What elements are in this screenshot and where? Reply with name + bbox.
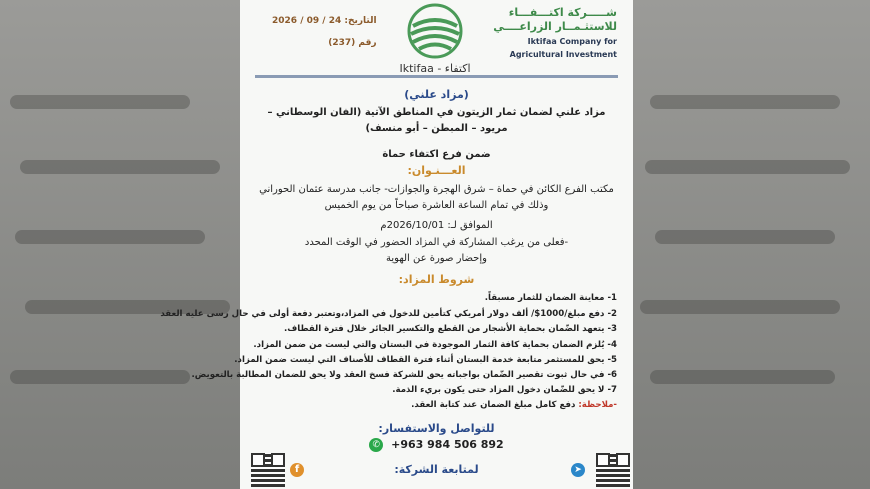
call-line-1: -فعلى من يرغب المشاركة في المزاد الحضور في الوقت المحدد [304, 237, 569, 248]
blurred-background-left [0, 0, 240, 489]
auction-title: (مزاد علني) [404, 88, 469, 101]
phone-number[interactable]: +963 984 506 892 [391, 438, 504, 451]
date-ref-block [272, 16, 377, 60]
address-heading: العـــنـوان: [407, 164, 466, 177]
qr-code-left [251, 453, 285, 487]
address-line-1: مكتب الفرع الكائن في حماة – شرق الهجرة والجوازات- جانب مدرسة عثمان الحوراني [259, 184, 614, 195]
blur-bar [10, 95, 190, 109]
logo-text: Iktifaa - اكتفاء [399, 62, 471, 75]
company-name-ar-line1: شـــــركة اكتـــفـــاء [508, 6, 617, 19]
branch-line: ضمن فرع اكتفاء حماة [382, 149, 491, 160]
note-text: دفع كامل مبلغ الضمان عند كتابة العقد. [411, 400, 576, 410]
note-label: -ملاحظة: [578, 400, 617, 410]
whatsapp-icon[interactable]: ✆ [369, 438, 383, 452]
condition-item: 5- يحق للمستثمر متابعة خدمة البستان أثناء فترة القطاف للأصناف التي ليست ضمن المزاد. [234, 355, 617, 365]
blur-bar [20, 160, 220, 174]
blur-bar [650, 370, 835, 384]
follow-heading: لمتابعة الشركة: [394, 463, 479, 476]
company-logo [390, 4, 480, 75]
condition-item: 3- يتعهد الضّمان بحماية الأشجار من القطع والتكسير الجائر خلال فترة القطاف. [283, 324, 617, 334]
company-name-en-line2: Agricultural Investment [509, 50, 617, 59]
condition-item: 4- يُلزم الضمان بحماية كافة الثمار الموجودة في البستان والتي ليست من ضمن المزاد. [253, 340, 617, 350]
conditions-heading: شروط المزاد: [398, 273, 475, 286]
blur-bar [655, 230, 835, 244]
header-divider [255, 75, 618, 78]
blurred-background-right [630, 0, 870, 489]
intro-line-2: مريود – المبطن – أبو منسف) [365, 123, 508, 134]
blur-bar [640, 300, 840, 314]
company-name-en-line1: Iktifaa Company for [527, 37, 617, 46]
telegram-icon[interactable]: ➤ [571, 463, 585, 477]
blur-bar [650, 95, 840, 109]
intro-line-1: مزاد علني لضمان ثمار الزيتون في المناطق الآتية (الفان الوسطاني – [267, 107, 606, 118]
contact-heading: للتواصل والاستفسار: [378, 422, 495, 435]
company-name-block [493, 6, 617, 60]
facebook-icon[interactable]: f [290, 463, 304, 477]
announcement-document [160, 0, 633, 489]
call-line-2: وإحضار صورة عن الهوية [386, 253, 487, 264]
condition-item: 7- لا يحق للضّمان دخول المزاد حتى يكون بريء الذمة. [392, 385, 617, 395]
qr-code-right [596, 453, 630, 487]
address-line-2: وذلك في تمام الساعة العاشرة صباحاً من يوم الخميس [324, 200, 549, 211]
date-line: الموافق لـ: 2026/10/01م [380, 220, 493, 231]
condition-item: 2- دفع مبلغ/1000$/ ألف دولار أمريكي كتأمين للدخول في المزاد،وتعتبر دفعة أولى في حال رسى عليه العقد [160, 309, 617, 319]
document-ref: رقم (237) [328, 38, 377, 48]
note-line [256, 398, 617, 412]
blur-bar [15, 230, 205, 244]
blur-bar [645, 160, 850, 174]
phone-row [240, 438, 633, 452]
condition-item: 6- في حال ثبوت تقصير الضّمان بواجباته يحق للشركة فسخ العقد ولا يحق للضمان المطالبة بالتعويض. [191, 370, 617, 380]
company-name-ar-line2: للاستثـمــار الزراعــــي [493, 20, 617, 33]
logo-field-icon [405, 4, 465, 58]
blur-bar [10, 370, 190, 384]
document-date: التاريخ: 24 / 09 / 2026 [272, 16, 377, 26]
condition-item: 1- معاينة الضمان للثمار مسبقاً. [484, 293, 617, 303]
